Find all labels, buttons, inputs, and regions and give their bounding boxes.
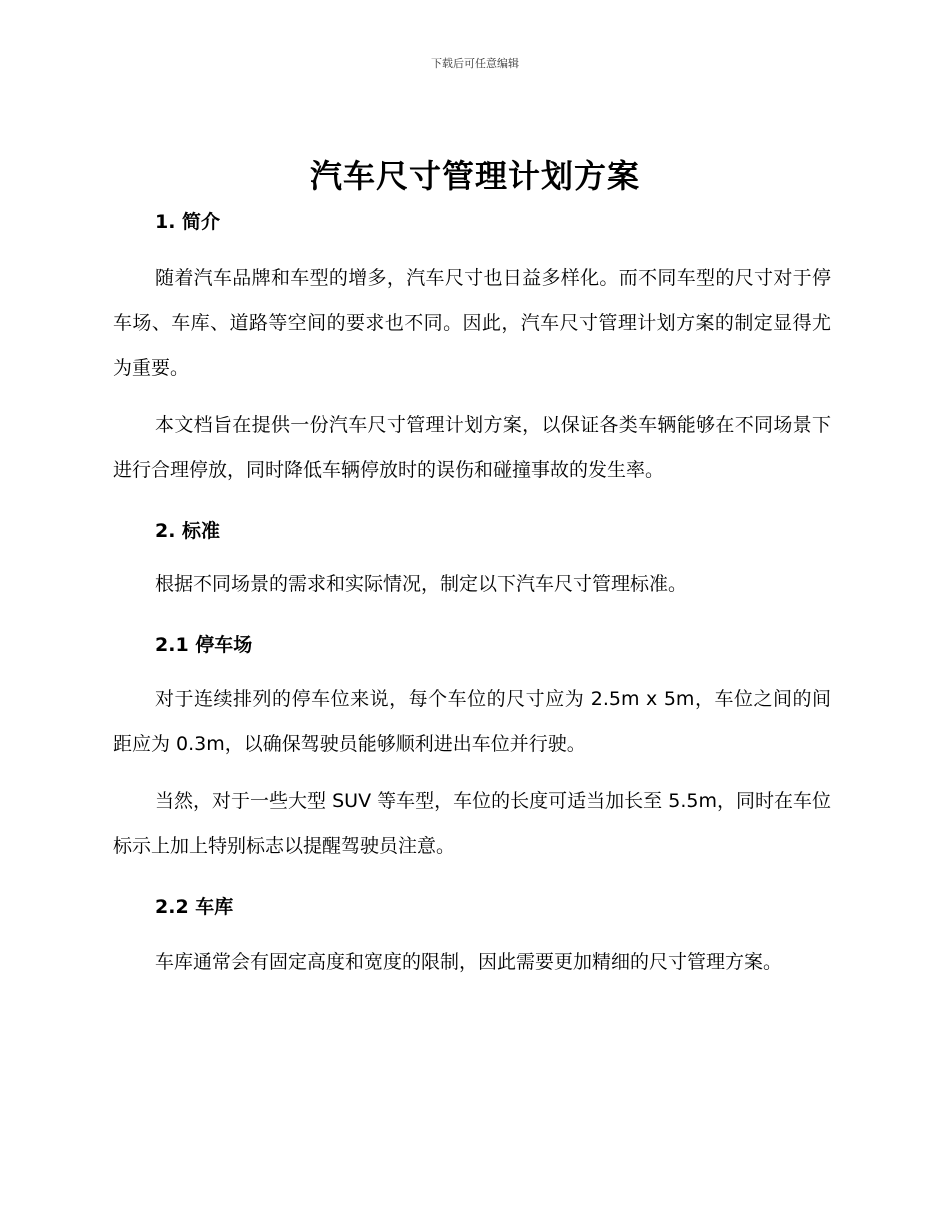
- paragraph-garage-1: 车库通常会有固定高度和宽度的限制，因此需要更加精细的尺寸管理方案。: [155, 951, 783, 973]
- section-heading-parking: 2.1 停车场: [155, 634, 253, 656]
- header-note: 下载后可任意编辑: [431, 57, 519, 70]
- paragraph-parking-1: 对于连续排列的停车位来说，每个车位的尺寸应为 2.5m x 5m，车位之间的间距应为 0.3m，以确保驾驶员能够顺利进出车位并行驶。: [113, 688, 831, 755]
- section-heading-garage: 2.2 车库: [155, 896, 234, 918]
- paragraph-intro-2: 本文档旨在提供一份汽车尺寸管理计划方案，以保证各类车辆能够在不同场景下进行合理停放，同时降低车辆停放时的误伤和碰撞事故的发生率。: [113, 414, 831, 481]
- section-heading-standard: 2. 标准: [155, 520, 221, 542]
- section-heading-intro: 1. 简介: [155, 211, 221, 233]
- document-title: 汽车尺寸管理计划方案: [309, 157, 640, 195]
- paragraph-intro-1: 随着汽车品牌和车型的增多，汽车尺寸也日益多样化。而不同车型的尺寸对于停车场、车库、道路等空间的要求也不同。因此，汽车尺寸管理计划方案的制定显得尤为重要。: [113, 267, 831, 379]
- paragraph-standard-1: 根据不同场景的需求和实际情况，制定以下汽车尺寸管理标准。: [155, 573, 688, 595]
- paragraph-parking-2: 当然，对于一些大型 SUV 等车型，车位的长度可适当加长至 5.5m，同时在车位标示上加上特别标志以提醒驾驶员注意。: [113, 790, 831, 857]
